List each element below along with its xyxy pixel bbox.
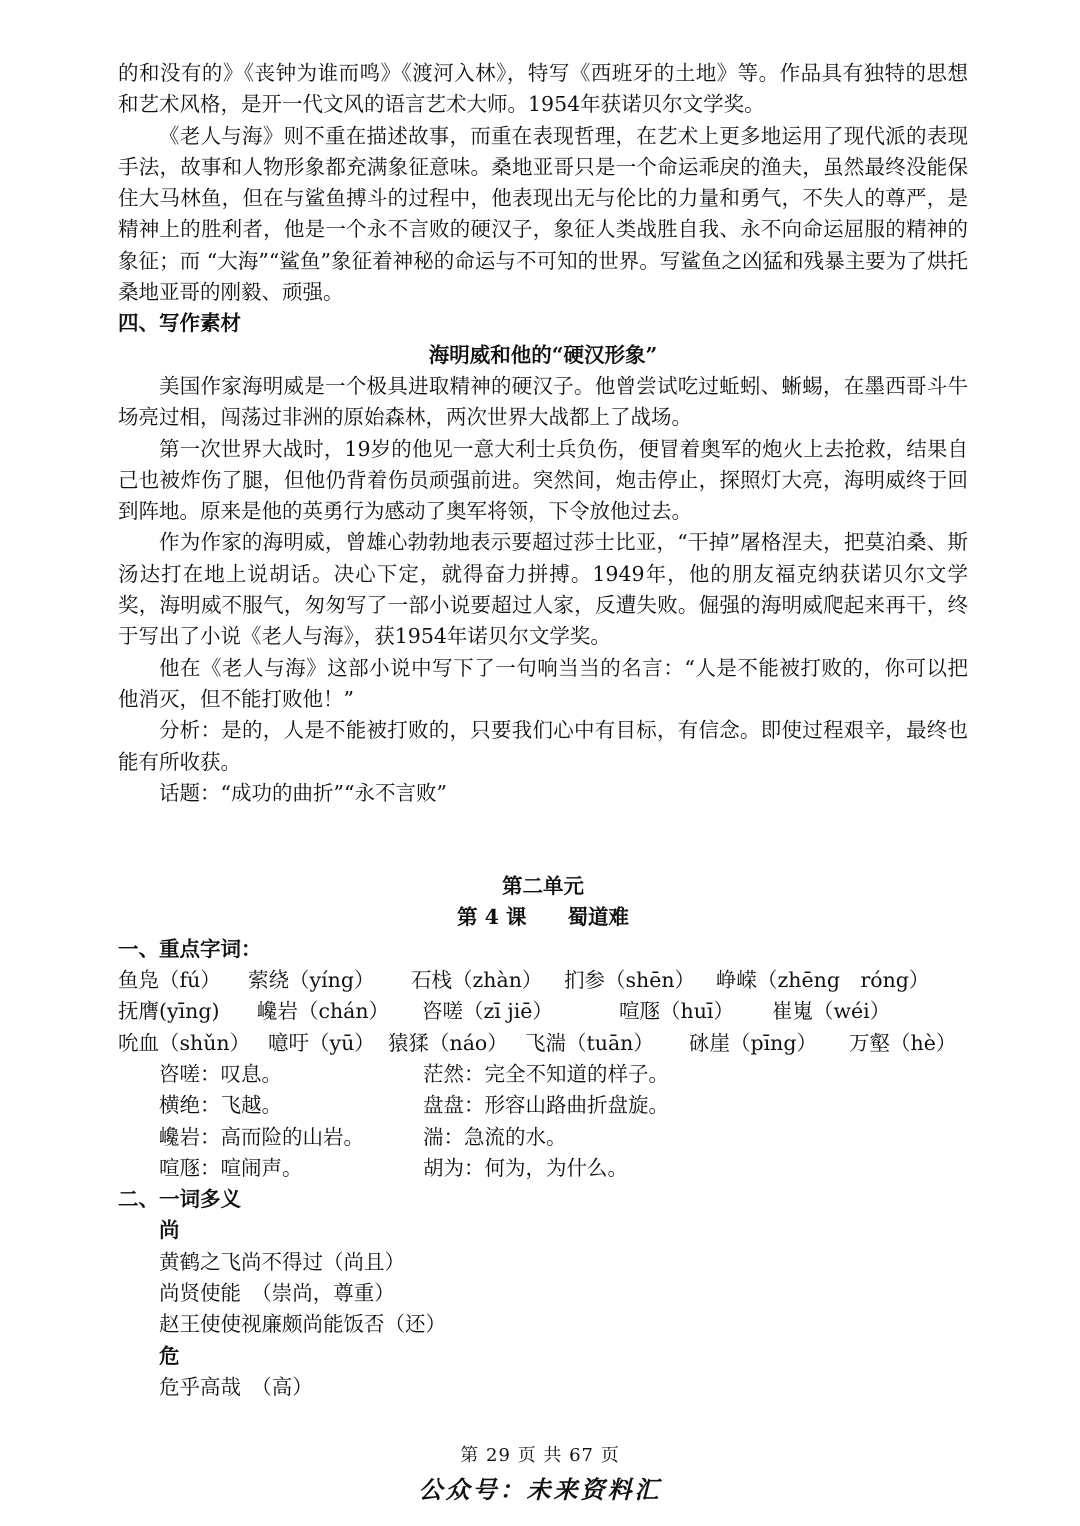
section-heading-writing-material: 四、写作素材 [118, 311, 241, 336]
section-heading-keywords: 一、重点字词： [118, 936, 262, 961]
page-number: 第 29 页 共 67 页 [460, 1445, 620, 1466]
paragraph-hemingway-3: 作为作家的海明威，曾雄心勃勃地表示要超过莎士比亚，“干掉”屠格涅夫，把莫泊桑、斯汤达打在地上说胡话。决心下定，就得奋力拼搏。1949年，他的朋友福克纳获诺贝尔文学奖，海明威不服气，匆匆写了一部小说要超过人家，反遭失败。倔强的海明威爬起来再干，终于写出了小说《老人与海》，获1954年诺贝尔文学奖。 [118, 530, 968, 649]
definition-row [118, 1090, 968, 1121]
definition-row [118, 1059, 968, 1090]
pinyin-item: 猿猱（náo） [388, 1030, 508, 1055]
paragraph-topic: 话题：“成功的曲折”“永不言败” [159, 780, 447, 805]
pinyin-item: 崔嵬（wéi） [772, 999, 891, 1024]
pinyin-item: 扪参（shēn） [564, 968, 696, 993]
polysemy-word: 危 [159, 1343, 180, 1368]
pinyin-item: 喧豗（huī） [619, 999, 734, 1024]
pinyin-item: 砯崖（pīng） [689, 1030, 818, 1055]
paragraph-hemingway-2: 第一次世界大战时，19岁的他见一意大利士兵负伤，便冒着奥军的炮火上去抢救，结果自己也被炸伤了腿，但他仍背着伤员顽强前进。突然间，炮击停止，探照灯大亮，海明威终于回到阵地。原来是他的英勇行为感动了奥军将领，下令放他过去。 [118, 436, 968, 524]
watermark-text: 公众号：未来资料汇 [418, 1475, 662, 1504]
pinyin-item: 鱼凫（fú） [118, 968, 221, 993]
lesson-title: 第 4 课 蜀道难 [456, 905, 630, 930]
pinyin-item: 巉岩（chán） [257, 999, 390, 1024]
pinyin-item: 吮血（shǔn） [118, 1030, 251, 1055]
definition-item: 喧豗：喧闹声。 [159, 1155, 303, 1180]
pinyin-item: 噫吁（yū） [268, 1030, 375, 1055]
pinyin-item: 抚膺(yīng) [118, 999, 220, 1024]
pinyin-row-3 [118, 1028, 968, 1059]
pinyin-item: 咨嗟（zī jiē） [422, 999, 553, 1024]
definition-item: 湍：急流的水。 [423, 1124, 567, 1149]
paragraph-analysis: 分析：是的，人是不能被打败的，只要我们心中有目标，有信念。即使过程艰辛，最终也能有所收获。 [118, 718, 968, 774]
definition-item: 茫然：完全不知道的样子。 [423, 1061, 669, 1086]
definition-item: 横绝：飞越。 [159, 1093, 282, 1118]
polysemy-example: 尚贤使能 （崇尚，尊重） [159, 1280, 395, 1305]
unit-title: 第二单元 [502, 874, 584, 899]
paragraph-hemingway-4: 他在《老人与海》这部小说中写下了一句响当当的名言：“人是不能被打败的，你可以把他消灭，但不能打败他！” [118, 655, 968, 711]
paragraph-old-man-sea-analysis: 《老人与海》则不重在描述故事，而重在表现哲理，在艺术上更多地运用了现代派的表现手法，故事和人物形象都充满象征意味。桑地亚哥只是一个命运乖戾的渔夫，虽然最终没能保住大马林鱼，但在与鲨鱼搏斗的过程中，他表现出无与伦比的力量和勇气，不失人的尊严，是精神上的胜利者，他是一个永不言败的硬汉子，象征人类战胜自我、永不向命运屈服的精神的象征；而 “大海”“鲨鱼”象征着神秘的命运与不可知的世界。写鲨鱼之凶猛和残暴主要为了烘托桑地亚哥的刚毅、顽强。 [118, 123, 968, 305]
paragraph-intro-continued: 的和没有的》《丧钟为谁而鸣》《渡河入林》，特写《西班牙的土地》等。作品具有独特的思想和艺术风格，是开一代文风的语言艺术大师。1954年获诺贝尔文学奖。 [118, 61, 968, 117]
definition-row [118, 1153, 968, 1184]
definition-item: 胡为：何为，为什么。 [423, 1155, 628, 1180]
definition-item: 咨嗟：叹息。 [159, 1061, 282, 1086]
definition-item: 巉岩：高而险的山岩。 [159, 1124, 364, 1149]
polysemy-example: 赵王使使视廉颇尚能饭否（还） [159, 1312, 446, 1337]
definition-item: 盘盘：形容山路曲折盘旋。 [423, 1093, 669, 1118]
pinyin-item: 萦绕（yíng） [248, 968, 375, 993]
section-heading-polysemy: 二、一词多义 [118, 1187, 241, 1212]
essay-title: 海明威和他的“硬汉形象” [428, 342, 658, 367]
polysemy-example: 危乎高哉 （高） [159, 1374, 313, 1399]
pinyin-row-2 [118, 996, 968, 1027]
section-spacer [118, 809, 968, 871]
paragraph-hemingway-1: 美国作家海明威是一个极具进取精神的硬汉子。他曾尝试吃过蚯蚓、蜥蜴，在墨西哥斗牛场亮过相，闯荡过非洲的原始森林，两次世界大战都上了战场。 [118, 373, 968, 430]
polysemy-example: 黄鹤之飞尚不得过（尚且） [159, 1249, 405, 1274]
definition-row [118, 1122, 968, 1153]
pinyin-item: 峥嵘（zhēng róng） [716, 968, 930, 993]
pinyin-row-1 [118, 965, 968, 996]
document-page [118, 58, 968, 1403]
pinyin-item: 飞湍（tuān） [525, 1030, 654, 1055]
pinyin-item: 万壑（hè） [849, 1030, 957, 1055]
polysemy-word: 尚 [159, 1218, 180, 1243]
pinyin-item: 石栈（zhàn） [411, 968, 543, 993]
